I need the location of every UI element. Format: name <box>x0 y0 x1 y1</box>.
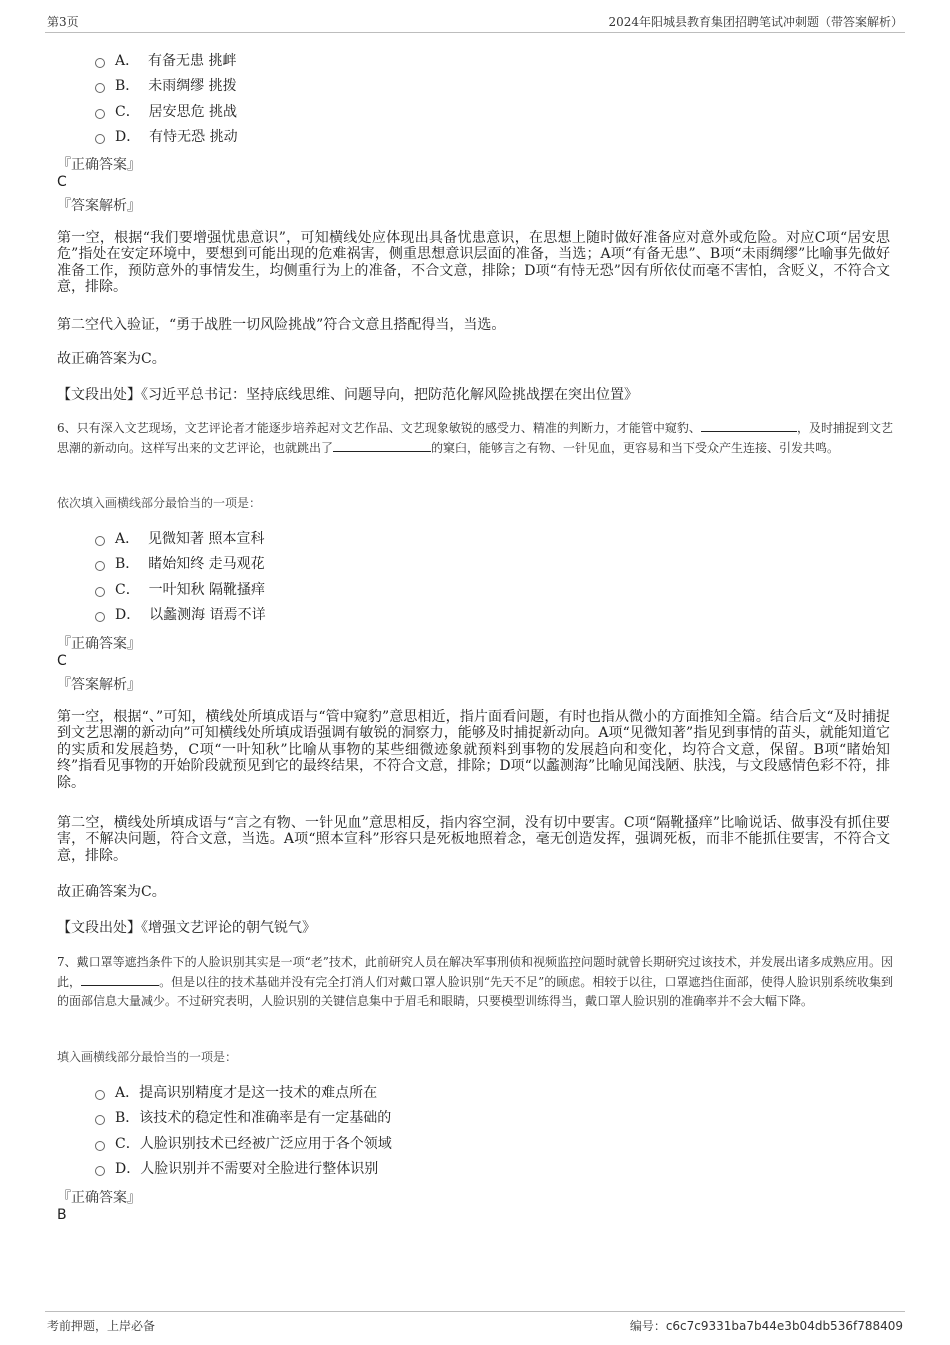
radio-icon[interactable] <box>95 612 105 622</box>
radio-icon[interactable] <box>95 536 105 546</box>
q6-blank-1 <box>701 419 797 432</box>
q7-answer-label: 『正确答案』 <box>57 1190 141 1206</box>
q5-option-c[interactable] <box>95 98 238 124</box>
q6-stem-part-1: 6、只有深入文艺现场，文艺评论者才能逐步培养起对文艺作品、文艺现象敏锐的感受力、精准的判断力，才能管中窥豹、 <box>57 421 701 435</box>
radio-icon[interactable] <box>95 134 105 144</box>
q6-analysis-para-2: 第二空，横线处所填成语与“言之有物、一针见血”意思相反，指内容空洞，没有切中要害。C项“隔靴搔痒”比喻说话、做事没有抓住要害，不解决问题，符合文意，当选。A项“照本宣科”形容只是死板地照着念，毫无创造发挥，强调死板，而非不能抓住要害，不符合文意，排除。 <box>57 815 890 864</box>
q7-option-d[interactable] <box>95 1156 392 1182</box>
q7-prompt: 填入画横线部分最恰当的一项是： <box>57 1050 238 1064</box>
option-text: D． 以蠡测海 语焉不详 <box>115 607 266 624</box>
q6-analysis-para-1: 第一空，根据“、”可知，横线处所填成语与“管中窥豹”意思相近，指片面看问题，有时也指从微小的方面推知全篇。结合后文“及时捕捉到文艺思潮的新动向”可知横线处所填成语强调有敏锐的洞察力，能够及时捕捉新动向。A项“见微知著”指见到事情的苗头，就能知道它的实质和发展趋势，C项“一叶知秋”比喻从事物的某些细微迹象就预料到事物的发展趋向和变化，均符合文意，保留。B项“睹始知终”指看见事物的开始阶段就预见到它的最终结果，不符合文意，排除；D项“以蠡测海”比喻见闻浅陋、肤浅，与文段感情色彩不符，排除。 <box>57 709 890 791</box>
q5-analysis-para-2: 第二空代入验证，“勇于战胜一切风险挑战”符合文意且搭配得当，当选。 <box>57 317 506 333</box>
radio-icon[interactable] <box>95 1115 105 1125</box>
radio-icon[interactable] <box>95 58 105 68</box>
q6-options <box>95 525 266 627</box>
q5-analysis-para-3: 故正确答案为C。 <box>57 351 166 367</box>
q7-stem <box>57 953 893 1012</box>
option-text: C． 居安思危 挑战 <box>115 103 238 120</box>
q6-blank-2 <box>333 439 431 452</box>
q7-stem-part-1: 7、戴口罩等遮挡条件下的人脸识别其实是一项“老”技术，此前研究人员在解决军事刑侦和视频监控问题时就曾长期研究过该技术，并发展出诸多成熟应用。因此， <box>57 955 893 989</box>
radio-icon[interactable] <box>95 1166 105 1176</box>
q5-option-d[interactable] <box>95 124 238 150</box>
radio-icon[interactable] <box>95 1090 105 1100</box>
q5-option-a[interactable] <box>95 47 238 73</box>
option-text: D．人脸识别并不需要对全脸进行整体识别 <box>115 1161 379 1178</box>
q5-analysis-label: 『答案解析』 <box>57 198 141 214</box>
radio-icon[interactable] <box>95 1141 105 1151</box>
q7-option-b[interactable] <box>95 1105 392 1131</box>
q6-option-a[interactable] <box>95 525 266 551</box>
q6-stem-part-3: 的窠臼，能够言之有物、一针见血，更容易和当下受众产生连接、引发共鸣。 <box>431 440 840 455</box>
option-text: A．提高识别精度才是这一技术的难点所在 <box>115 1084 378 1101</box>
page-footer <box>45 1311 905 1336</box>
option-text: A． 见微知著 照本宣科 <box>115 530 265 547</box>
page-header <box>45 10 905 33</box>
q6-option-c[interactable] <box>95 576 266 602</box>
code-label: 编号： <box>629 1319 666 1333</box>
q7-blank <box>81 973 159 986</box>
code-value: c6c7c9331ba7b44e3b04db536f788409 <box>665 1319 903 1333</box>
document-code <box>630 1317 903 1334</box>
option-text: B． 未雨绸缪 挑拨 <box>115 78 237 95</box>
q6-option-b[interactable] <box>95 551 266 577</box>
page-number: 第3页 <box>47 15 79 29</box>
q5-answer-label: 『正确答案』 <box>57 157 141 173</box>
option-text: A． 有备无患 挑衅 <box>115 52 237 69</box>
q5-option-b[interactable] <box>95 73 238 99</box>
q6-option-d[interactable] <box>95 602 266 628</box>
option-text: B． 睹始知终 走马观花 <box>115 556 265 573</box>
option-text: C．人脸识别技术已经被广泛应用于各个领域 <box>115 1135 392 1152</box>
option-text: C． 一叶知秋 隔靴搔痒 <box>115 581 266 598</box>
radio-icon[interactable] <box>95 109 105 119</box>
q7-stem-part-2: 。但是以往的技术基础并没有完全打消人们对戴口罩人脸识别“先天不足”的顾虑。相较于以往，口罩遮挡住面部，使得人脸识别系统收集到的面部信息大量减少。不过研究表明，人脸识别的关键信息集中于眉毛和眼睛，只要模型训练得当，戴口罩人脸识别的准确率并不会大幅下降。 <box>57 974 893 1008</box>
document-title: 2024年阳城县教育集团招聘笔试冲刺题（带答案解析） <box>608 15 903 29</box>
q6-analysis-label: 『答案解析』 <box>57 677 141 693</box>
footer-slogan: 考前押题，上岸必备 <box>47 1319 156 1333</box>
q5-options <box>95 47 238 149</box>
q6-stem-part-2: ，及时捕捉到文艺思潮的新动向。这样写出来的文艺评论，也就跳出了 <box>57 421 893 455</box>
q6-prompt: 依次填入画横线部分最恰当的一项是： <box>57 496 262 510</box>
q7-option-c[interactable] <box>95 1130 392 1156</box>
q5-analysis-para-1: 第一空，根据“我们要增强忧患意识”，可知横线处应体现出具备忧患意识，在思想上随时做好准备应对意外或危险。对应C项“居安思危”指处在安定环境中，要想到可能出现的危难祸害，侧重思想意识层面的准备，当选；A项“有备无患”、B项“未雨绸缪”比喻事先做好准备工作，预防意外的事情发生，均侧重行为上的准备，不合文意，排除；D项“有恃无恐”因有所依仗而毫不害怕，含贬义，不符合文意，排除。 <box>57 230 890 296</box>
q6-analysis-para-3: 故正确答案为C。 <box>57 884 166 900</box>
q7-options <box>95 1079 392 1181</box>
option-text: B．该技术的稳定性和准确率是有一定基础的 <box>115 1110 392 1127</box>
q5-source: 【文段出处】《习近平总书记：坚持底线思维、问题导向，把防范化解风险挑战摆在突出位置》 <box>57 387 638 403</box>
radio-icon[interactable] <box>95 561 105 571</box>
q6-stem <box>57 419 893 458</box>
q7-answer: B <box>57 1207 67 1223</box>
q6-source: 【文段出处】《增强文艺评论的朝气锐气》 <box>57 920 316 936</box>
radio-icon[interactable] <box>95 587 105 597</box>
q6-answer-label: 『正确答案』 <box>57 636 141 652</box>
q6-answer: C <box>57 653 67 669</box>
q7-option-a[interactable] <box>95 1079 392 1105</box>
radio-icon[interactable] <box>95 83 105 93</box>
option-text: D． 有恃无恐 挑动 <box>115 129 238 146</box>
q5-answer: C <box>57 174 67 190</box>
